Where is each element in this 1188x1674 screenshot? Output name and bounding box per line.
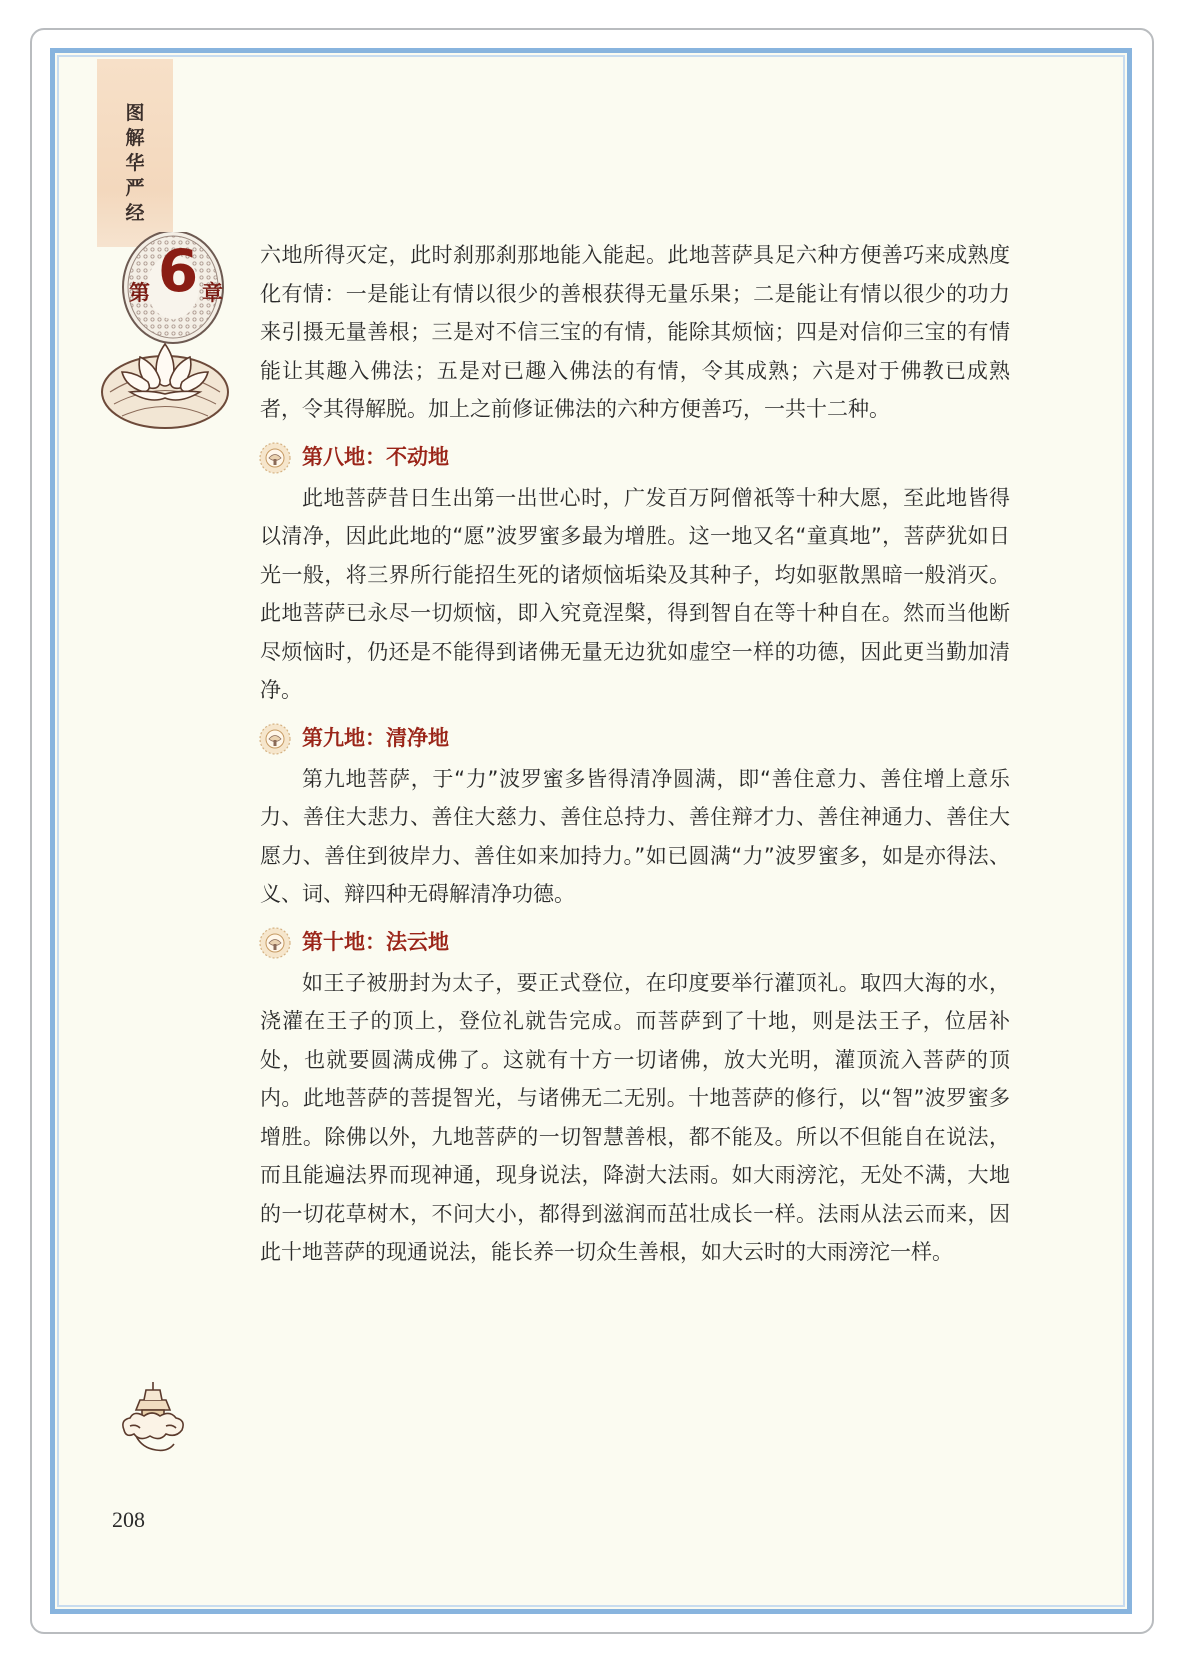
- lotus-bullet-icon: [258, 926, 292, 960]
- intro-paragraph: 六地所得灭定，此时刹那刹那地能入能起。此地菩萨具足六种方便善巧来成熟度化有情：一是能让有情以很少的善根获得无量乐果；二是能让有情以很少的功力来引摄无量善根；三是对不信三宝的有情，能除其烦恼；四是对信仰三宝的有情能让其趣入佛法；五是对已趣入佛法的有情，令其成熟；六是对于佛教已成熟者，令其得解脱。加上之前修证佛法的六种方便善巧，一共十二种。: [260, 243, 1010, 421]
- side-tab: [97, 59, 173, 247]
- section-title: 第十地：法云地: [302, 930, 449, 955]
- book-title-char: 解: [125, 127, 145, 149]
- book-title-char: 严: [125, 177, 145, 199]
- book-title-char: 经: [125, 202, 145, 224]
- section-body: 第九地菩萨，于“力”波罗蜜多皆得清净圆满，即“善住意力、善住增上意乐力、善住大悲力、善住大慈力、善住总持力、善住辩才力、善住神通力、善住大愿力、善住到彼岸力、善住如来加持力。”如已圆满“力”波罗蜜多，如是亦得法、义、词、辩四种无碍解清净功德。: [260, 766, 1010, 906]
- section-heading: [260, 924, 1010, 962]
- section-title: 第九地：清净地: [302, 726, 449, 751]
- book-title-char: 华: [125, 152, 145, 174]
- section-title: 第八地：不动地: [302, 445, 449, 470]
- chapter-number: 6: [157, 237, 199, 305]
- book-title-char: 图: [125, 102, 145, 124]
- book-title-vertical: [97, 101, 173, 226]
- chapter-suffix: 章: [202, 281, 223, 305]
- section-heading: [260, 720, 1010, 758]
- stupa-cloud-ornament-icon: [116, 1378, 190, 1456]
- section-body: 此地菩萨昔日生出第一出世心时，广发百万阿僧祇等十种大愿，至此地皆得以清净，因此此地的“愿”波罗蜜多最为增胜。这一地又名“童真地”，菩萨犹如日光一般，将三界所行能招生死的诸烦恼垢染及其种子，均如驱散黑暗一般消灭。此地菩萨已永尽一切烦恼，即入究竟涅槃，得到智自在等十种自在。然而当他断尽烦恼时，仍还是不能得到诸佛无量无边犹如虚空一样的功德，因此更当勤加清净。: [260, 485, 1010, 702]
- section-body: 如王子被册封为太子，要正式登位，在印度要举行灌顶礼。取四大海的水，浇灌在王子的顶上，登位礼就告完成。而菩萨到了十地，则是法王子，位居补处，也就要圆满成佛了。这就有十方一切诸佛，放大光明，灌顶流入菩萨的顶内。此地菩萨的菩提智光，与诸佛无二无别。十地菩萨的修行，以“智”波罗蜜多增胜。除佛以外，九地菩萨的一切智慧善根，都不能及。所以不但能自在说法，而且能遍法界而现神通，现身说法，降澍大法雨。如大雨滂沱，无处不满，大地的一切花草树木，不问大小，都得到滋润而茁壮成长一样。法雨从法云而来，因此十地菩萨的现通说法，能长养一切众生善根，如大云时的大雨滂沱一样。: [260, 970, 1010, 1264]
- chapter-prefix: 第: [129, 281, 150, 305]
- lotus-bullet-icon: [258, 722, 292, 756]
- page-number: 208: [112, 1507, 145, 1532]
- main-content: [260, 236, 1010, 1272]
- lotus-bullet-icon: [258, 441, 292, 475]
- section-heading: [260, 439, 1010, 477]
